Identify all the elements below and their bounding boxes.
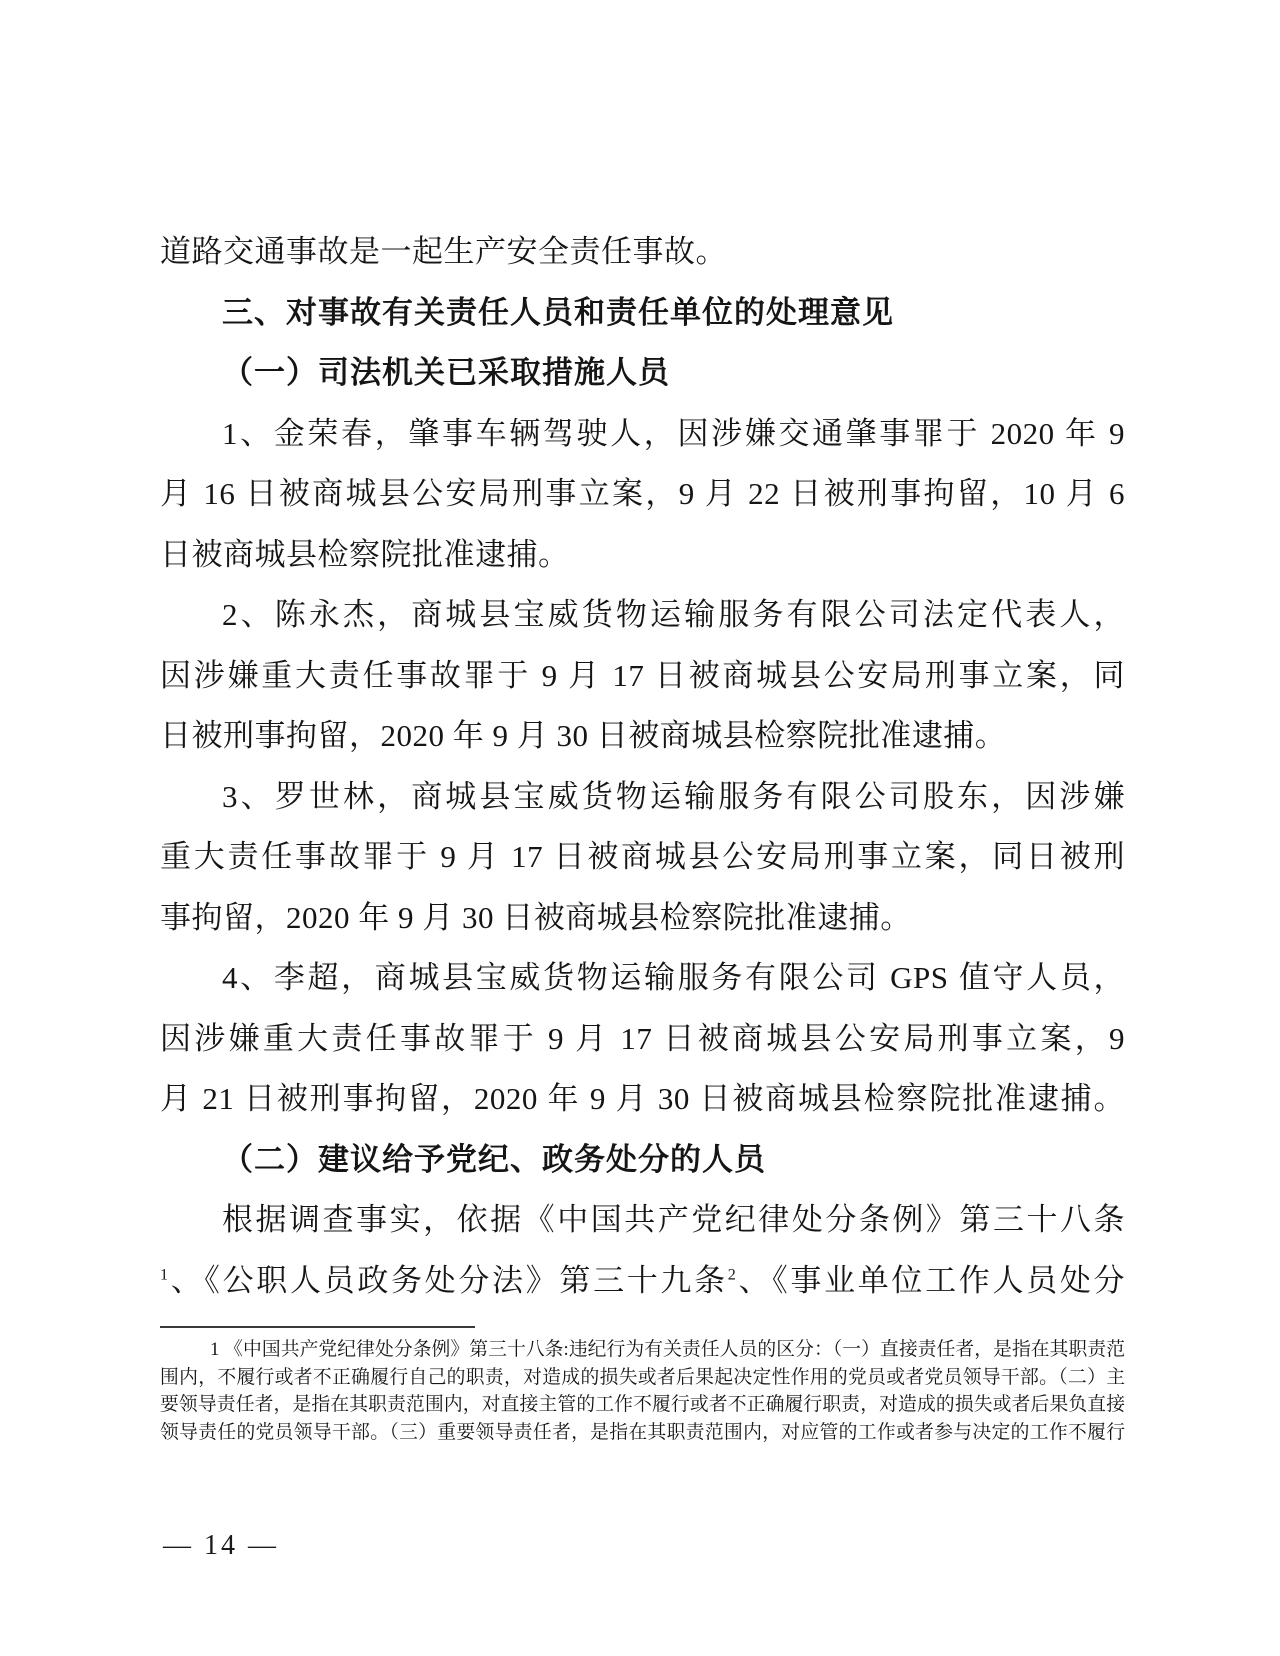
footnote-line: 领导责任的党员领导干部。（三）重要领导责任者，是指在其职责范围内，对应管的工作或者参与决定的工作不履行 bbox=[160, 1421, 1125, 1443]
body-line: 月 16 日被商城县公安局刑事立案，9 月 22 日被刑事拘留，10 月 6 bbox=[160, 476, 1125, 511]
section-heading: 三、对事故有关责任人员和责任单位的处理意见 bbox=[222, 294, 894, 330]
body-line: 2、陈永杰，商城县宝威货物运输服务有限公司法定代表人， bbox=[222, 597, 1125, 632]
document-body bbox=[160, 222, 1125, 1311]
body-line bbox=[160, 1251, 1125, 1312]
body-line: 重大责任事故罪于 9 月 17 日被商城县公安局刑事立案，同日被刑 bbox=[160, 839, 1125, 874]
footnote-line: 要领导责任者，是指在其职责范围内，对直接主管的工作不履行或者不正确履行职责，对造成的损失或者后果负直接 bbox=[160, 1394, 1125, 1415]
body-line: 根据调查事实，依据《中国共产党纪律处分条例》第三十八条 bbox=[222, 1202, 1125, 1237]
footnote-reference-mark: 2 bbox=[727, 1266, 737, 1284]
section-heading: （二）建议给予党纪、政务处分的人员 bbox=[222, 1141, 766, 1177]
text-segment: 、《事业单位工作人员处分 bbox=[736, 1262, 1126, 1298]
body-line: 4、李超，商城县宝威货物运输服务有限公司 GPS 值守人员， bbox=[222, 960, 1125, 995]
body-line: 因涉嫌重大责任事故罪于 9 月 17 日被商城县公安局刑事立案，9 bbox=[160, 1020, 1125, 1056]
text-segment: 、《公职人员政务处分法》第三十九条 bbox=[168, 1262, 728, 1298]
body-line: 因涉嫌重大责任事故罪于 9 月 17 日被商城县公安局刑事立案，同 bbox=[160, 657, 1125, 693]
footnotes bbox=[160, 1336, 1125, 1446]
body-line: 事拘留，2020 年 9 月 30 日被商城县检察院批准逮捕。 bbox=[160, 899, 912, 935]
footnote-separator bbox=[160, 1326, 475, 1328]
body-line: 道路交通事故是一起生产安全责任事故。 bbox=[160, 234, 727, 269]
body-line: 1、金荣春，肇事车辆驾驶人，因涉嫌交通肇事罪于 2020 年 9 bbox=[222, 415, 1125, 451]
footnote-line: 1 《中国共产党纪律处分条例》第三十八条:违纪行为有关责任人员的区分：（一）直接责任者，是指在其职责范 bbox=[210, 1339, 1125, 1360]
footnote-line: 围内，不履行或者不正确履行自己的职责，对造成的损失或者后果起决定性作用的党员或者党员领导干部。（二）主 bbox=[160, 1366, 1125, 1388]
body-line: 日被商城县检察院批准逮捕。 bbox=[160, 536, 570, 572]
body-line: 日被刑事拘留，2020 年 9 月 30 日被商城县检察院批准逮捕。 bbox=[160, 718, 1007, 753]
page-number: — 14 — bbox=[163, 1530, 279, 1561]
section-heading: （一）司法机关已采取措施人员 bbox=[222, 355, 670, 390]
body-line: 3、罗世林，商城县宝威货物运输服务有限公司股东，因涉嫌 bbox=[222, 778, 1125, 814]
footnote-reference-mark: 1 bbox=[160, 1266, 169, 1284]
body-line: 月 21 日被刑事拘留，2020 年 9 月 30 日被商城县检察院批准逮捕。 bbox=[160, 1081, 1125, 1116]
